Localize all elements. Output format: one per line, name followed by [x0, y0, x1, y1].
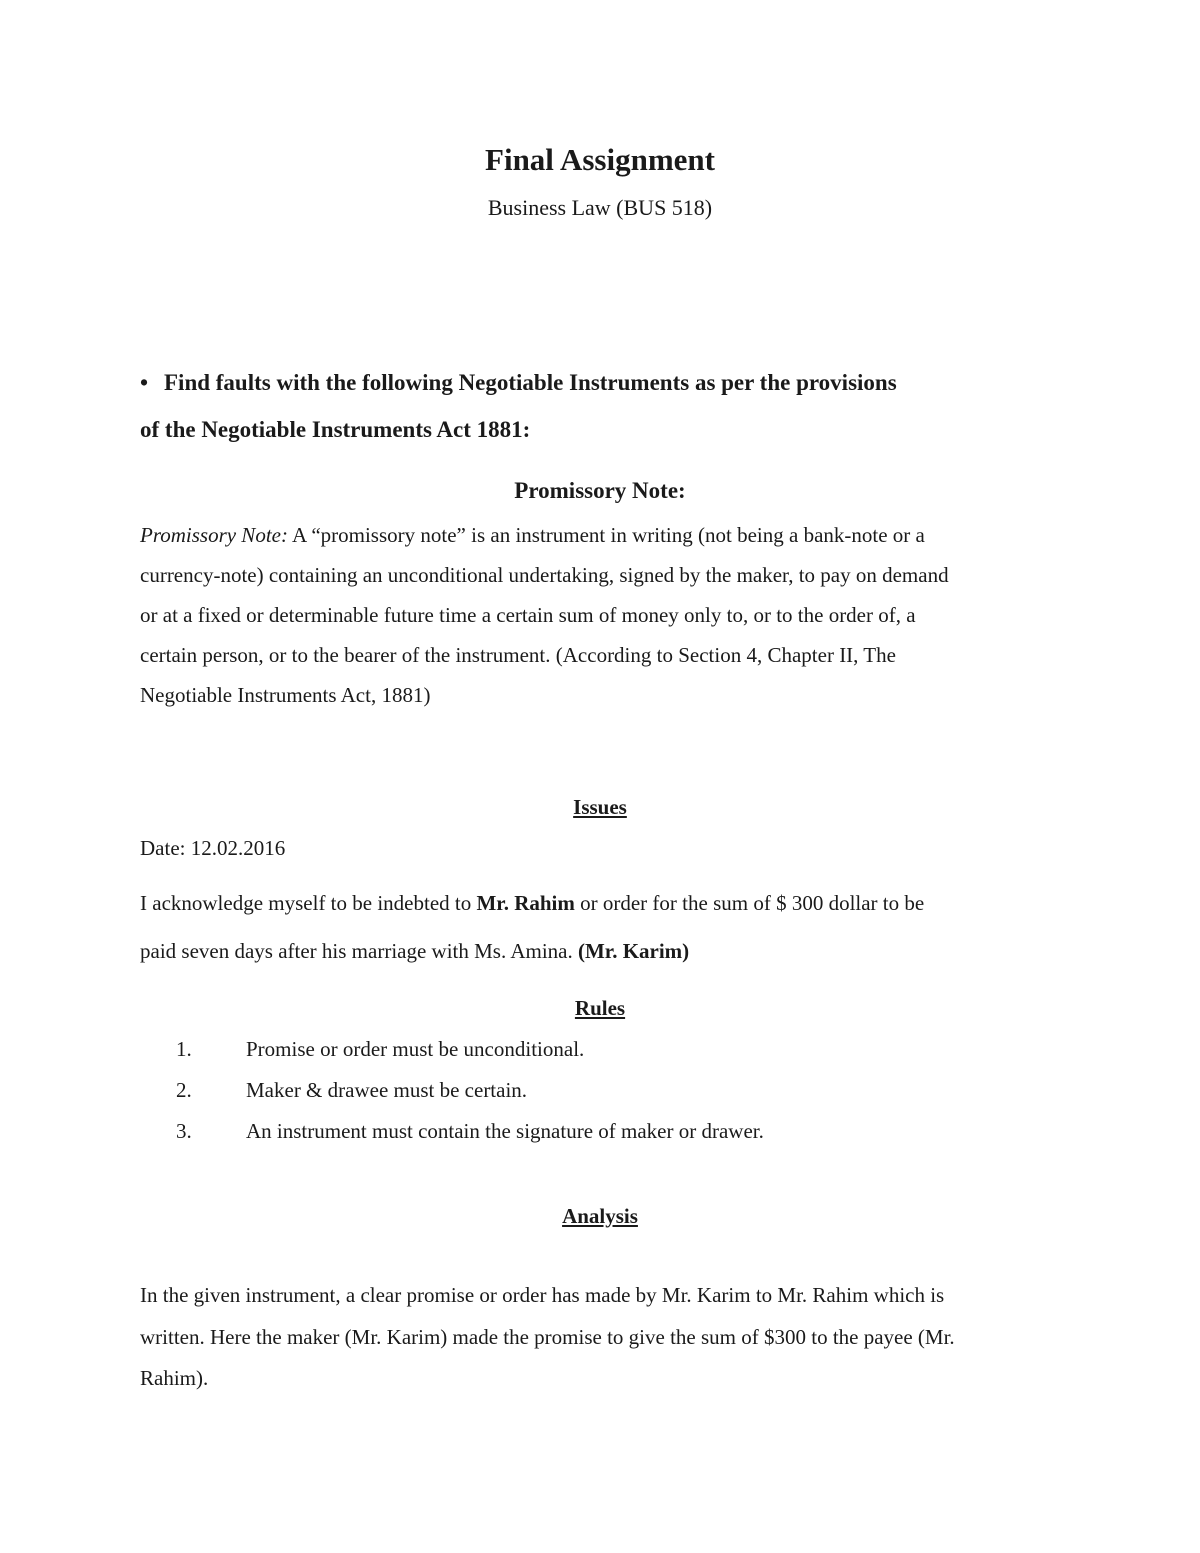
definition-line-2: currency-note) containing an unconditional undertaking, signed by the maker, to pay on demand: [140, 563, 949, 587]
rule-text: An instrument must contain the signature of maker or drawer.: [246, 1119, 764, 1143]
rule-number: 1.: [176, 1037, 192, 1061]
definition-line-3: or at a fixed or determinable future time a certain sum of money only to, or to the order of, a: [140, 603, 916, 627]
issue-line-1: I acknowledge myself to be indebted to Mr. Rahim or order for the sum of $ 300 dollar to be: [140, 891, 925, 915]
question-line-1: [140, 366, 897, 400]
analysis-line-2: written. Here the maker (Mr. Karim) made the promise to give the sum of $300 to the payee (Mr.: [140, 1325, 955, 1349]
rule-text: Promise or order must be unconditional.: [246, 1037, 585, 1061]
analysis-heading: Analysis: [562, 1204, 638, 1228]
analysis-line-3: Rahim).: [140, 1366, 209, 1390]
issue-date: Date: 12.02.2016: [140, 836, 286, 860]
definition-line-1: [140, 520, 925, 550]
definition-label: Promissory Note:: [140, 523, 288, 547]
document-title: Final Assignment: [485, 142, 715, 177]
rule-text: Maker & drawee must be certain.: [246, 1078, 528, 1102]
analysis-line-1: In the given instrument, a clear promise or order has made by Mr. Karim to Mr. Rahim which is: [140, 1283, 945, 1307]
definition-text-1: A “promissory note” is an instrument in writing (not being a bank-note or a: [287, 523, 925, 547]
rule-number: 2.: [176, 1078, 192, 1102]
rules-heading: Rules: [574, 996, 626, 1020]
promissory-note-heading: Promissory Note:: [514, 478, 686, 503]
payee-name: Mr. Rahim: [476, 891, 575, 915]
issues-heading: Issues: [573, 795, 627, 819]
issue-line-2: paid seven days after his marriage with Ms. Amina. (Mr. Karim): [140, 939, 690, 963]
definition-line-4: certain person, or to the bearer of the instrument. (According to Section 4, Chapter II, The: [140, 643, 896, 667]
question-text-1: Find faults with the following Negotiable Instruments as per the provisions: [164, 370, 897, 395]
definition-line-5: Negotiable Instruments Act, 1881): [140, 683, 431, 707]
maker-name: (Mr. Karim): [577, 939, 690, 963]
bullet-icon: •: [140, 370, 149, 395]
document-subtitle: Business Law (BUS 518): [487, 195, 713, 220]
rule-number: 3.: [176, 1119, 192, 1143]
question-line-2: of the Negotiable Instruments Act 1881:: [140, 417, 531, 442]
